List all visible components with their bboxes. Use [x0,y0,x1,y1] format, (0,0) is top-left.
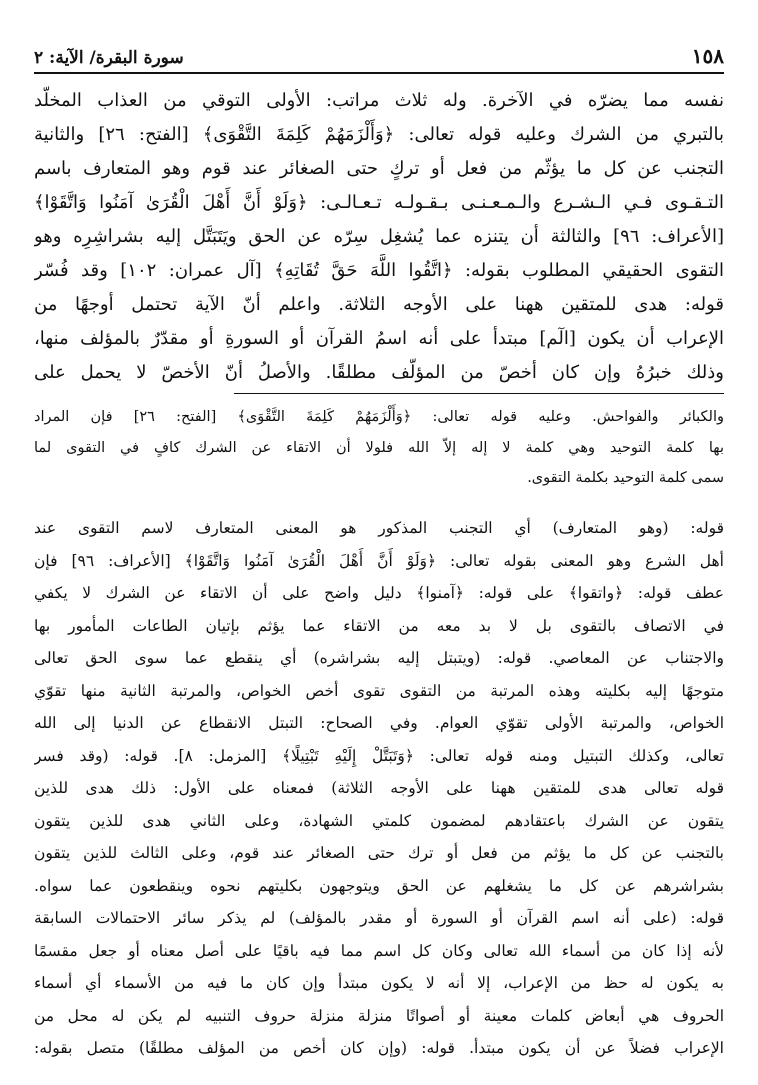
commentary-line: متوجهًا إليه بكليته وهذه المرتبة من التقوى تقوى أخص الخواص، والمرتبة الثانية منها تقوّي [34,681,724,700]
main-line: نفسه مما يضرّه في الآخرة. وله ثلاث مراتب: الأولى التوقي من العذاب المخلّد [34,90,724,111]
main-text [34,84,724,390]
main-line: الإعراب أن يكون [الٓم] مبتدأ على أنه اسمُ القرآن أو السورةِ أو مقدّرٌ بالمؤلف منها، [34,328,724,349]
commentary-line: قوله: (على أنه اسم القرآن أو السورة أو مقدر بالمؤلف) لم يذكر سائر الاحتمالات السابقة [34,909,724,927]
main-line: [الأعراف: ٩٦] والثالثة أن يتنزه عما يُشغِل سِرّه عن الحق ويَتَبَتَّل إليه بشراشِرِه وهو [34,226,724,247]
footnote-line: والكبائر والفواحش. وعليه قوله تعالى: ﴿وَأَلْزَمَهُمْ كَلِمَةَ التَّقْوَى﴾ [الفتح: ٢٦] فإن المراد [34,409,724,425]
main-line: التقوى الحقيقي المطلوب بقوله: ﴿اتَّقُوا اللَّهَ حَقَّ تُقَاتِهِ﴾ [آل عمران: ١٠٢] وقد فُسّر [34,260,724,281]
main-line: بالتبري من الشرك وعليه قوله تعالى: ﴿وَأَلْزَمَهُمْ كَلِمَةَ التَّقْوَى﴾ [الفتح: ٢٦] والثانية [34,124,724,145]
commentary-line: بشراشرهم عن كل ما يشغلهم عن الحق ويتوجهون بكليتهم نحوه وينقطعون عما سواه. [34,876,724,895]
footnote-line: بها كلمة التوحيد وهي كلمة لا إله إلاّ الله فلولا أن الاتقاء عن الشرك كافٍ في التقوى لما [34,439,724,456]
commentary-line: به يكون له حظ من الإعراب، إلا أنه لا يكون مبتدأ وإن كان ما فيه من الأسماء أي أسماء [34,974,724,992]
commentary-line: الحروف هي أبعاض كلمات معينة أو أصواتًا منزلة منزلة حروف التنبيه لم يكن له محل من [34,1006,724,1025]
commentary-line: في الاتصاف بالتقوى بل لا بد معه من الاتقاء عما يؤثم بإتيان الطاعات المأمور بها [34,616,724,635]
commentary-block [34,512,724,1065]
commentary-line: قوله: (وهو المتعارف) أي التجنب المذكور هو المعنى المتعارف لاسم التقوى عند [34,519,724,537]
commentary-line: الإعراب فضلاً عن أن يكون مبتدأ. قوله: (وإن كان أخص من المؤلف مطلقًا) متصل بقوله: [34,1039,724,1057]
commentary-line: والاجتناب عن المعاصي. قوله: (ويتبتل إليه بشراشره) أي ينقطع عما سوى الحق تعالى [34,649,724,667]
commentary-line: بالتجنب عن كل ما يؤثم من فعل أو ترك حتى الصغائر عند قوم، وعلى الثالث للذين يتقون [34,844,724,862]
main-line: وذلك خبرُهُ وإن كان أخصّ من المؤلّف مطلقًا. والأصلُ أنّ الأخصّ لا يحمل على [34,362,724,383]
main-line: قوله: هدى للمتقين ههنا على الأوجه الثلاثة. واعلم أنّ الآية تحتمل أوجهًا من [34,294,724,315]
commentary-line: لأنه إذا كان من أسماء الله تعالى وكان كل اسم مما فيه باقيًا على أصل معناه أو جعل مقسمًا [34,941,724,960]
footnote-line: سمى كلمة التوحيد بكلمة التقوى. [527,470,724,486]
main-line: التـقـوى فـي الـشـرع والـمـعـنـى بـقـولـه تـعـالـى: ﴿وَلَوْ أَنَّ أَهْلَ الْقُرَىٰ آمَنُوا وَاتَّقَوْا﴾ [34,192,724,213]
footnote-divider [234,393,724,394]
surah-title: سورة البقرة/ الآية: ٢ [34,48,184,68]
commentary-line: الخواص، والمرتبة الأولى تقوّي العوام. وفي الصحاح: التبتل الانقطاع عن الدنيا إلى الله [34,714,724,732]
page-number: ١٥٨ [691,44,724,68]
commentary-line: يتقون عن الشرك باعتقادهم لمضمون كلمتي الشهادة، وعلى الثاني هدى للذين يتقون [34,811,724,830]
commentary-line: قوله تعالى هدى للمتقين ههنا على الأوجه الثلاثة) فمعناه على الأول: ذلك هدى للذين [34,779,724,797]
book-page [34,0,724,1085]
commentary-line: عطف قوله: ﴿واتقوا﴾ على قوله: ﴿آمنوا﴾ دليل واضح على أن الاتقاء عن الشرك لا يكفي [34,584,724,602]
commentary-line: تعالى، وكذلك التبتيل ومنه قوله تعالى: ﴿وَتَبَتَّلْ إِلَيْهِ تَبْتِيلًا﴾ [المزمل: ٨]. قوله: (وقد فسر [34,746,724,765]
page-header [34,42,724,74]
commentary-line: أهل الشرع وهو المعنى بقوله تعالى: ﴿وَلَوْ أَنَّ أَهْلَ الْقُرَىٰ آمَنُوا وَاتَّقَوْا﴾ [الأعراف: ٩٦] فإن [34,551,724,570]
footnote-block [34,402,724,494]
main-line: التجنب عن كل ما يؤثّم من فعل أو تركٍ حتى الصغائر عند قوم وهو المتعارف باسم [34,158,724,179]
